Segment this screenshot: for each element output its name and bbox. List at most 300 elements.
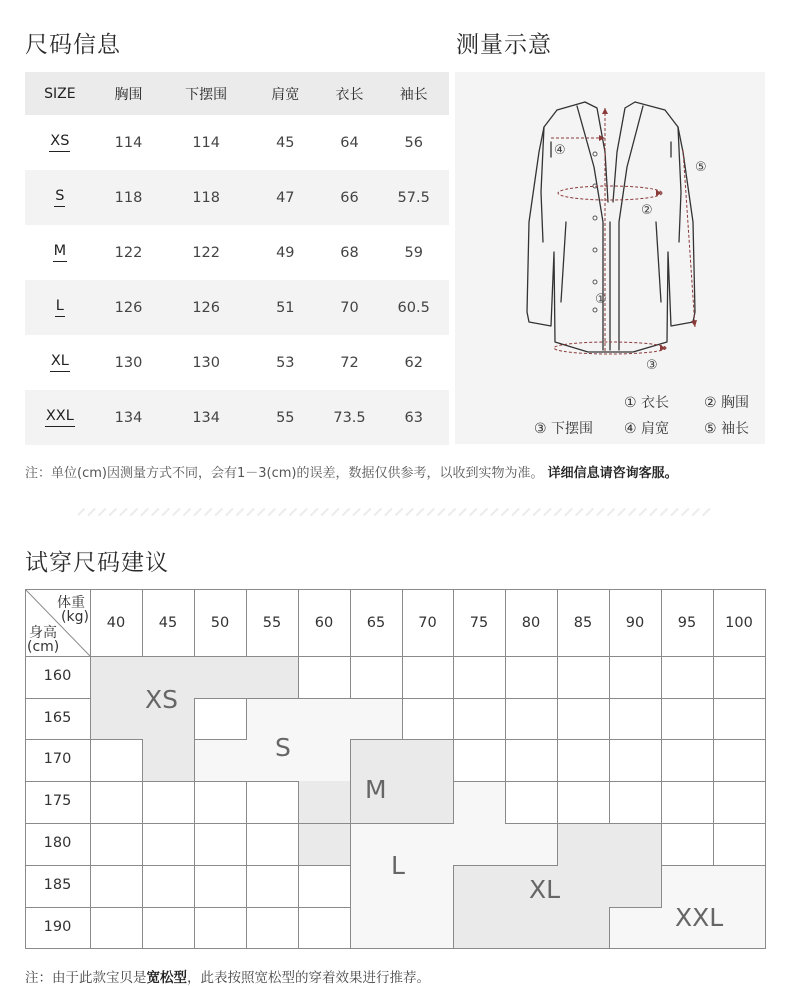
cell-sleeve: 60.5	[397, 299, 430, 316]
grid-line	[402, 589, 454, 590]
grid-line	[246, 907, 247, 949]
weight-header: 90	[625, 615, 645, 631]
grid-line	[90, 739, 143, 740]
grid-line	[25, 698, 91, 699]
fit-grid	[25, 589, 765, 948]
grid-line	[505, 656, 558, 657]
grid-line	[609, 698, 662, 699]
grid-line	[350, 823, 403, 824]
grid-line	[298, 907, 299, 949]
fit-title: 试穿尺码建议	[25, 550, 169, 576]
cell-shoulder: 51	[276, 299, 295, 316]
grid-line	[350, 739, 351, 782]
legend-sleeve: ⑤ 袖长	[704, 421, 750, 437]
grid-line	[505, 781, 506, 824]
cell-length: 72	[340, 354, 359, 371]
grid-line	[557, 656, 558, 699]
size-note-contact: 详细信息请咨询客服。	[547, 466, 678, 481]
grid-line	[90, 823, 143, 824]
grid-line	[350, 781, 351, 824]
grid-line	[557, 948, 610, 949]
weight-header: 55	[262, 615, 282, 631]
grid-line	[194, 907, 247, 908]
grid-line	[661, 656, 714, 657]
grid-line	[713, 589, 766, 590]
grid-line	[246, 781, 299, 782]
corner-weight-unit: (kg)	[61, 609, 89, 625]
weight-header: 70	[418, 615, 437, 631]
cell-shoulder: 49	[276, 244, 295, 261]
grid-line	[505, 739, 506, 782]
grid-line	[505, 823, 558, 824]
grid-line	[246, 589, 299, 590]
grid-line	[402, 823, 454, 824]
size-row-l	[25, 280, 449, 335]
grid-line	[505, 698, 506, 740]
header-hem: 下摆围	[185, 86, 228, 103]
grid-line	[194, 823, 247, 824]
header-length: 衣长	[335, 86, 364, 103]
grid-line	[298, 698, 351, 699]
grid-line	[90, 589, 143, 590]
grid-line	[609, 907, 662, 908]
header-sleeve: 袖长	[399, 86, 428, 103]
cell-hem: 114	[192, 134, 220, 151]
grid-line	[298, 656, 299, 699]
grid-line	[298, 823, 351, 824]
weight-header: 40	[106, 615, 126, 631]
size-label: XXL	[45, 408, 75, 427]
grid-line	[25, 907, 91, 908]
height-header: 175	[43, 793, 72, 809]
fit-zone-xs	[90, 698, 194, 739]
grid-line	[505, 781, 558, 782]
grid-line	[298, 823, 299, 866]
grid-line	[609, 907, 610, 949]
grid-line	[661, 948, 714, 949]
grid-line	[505, 698, 558, 699]
cell-shoulder: 47	[276, 189, 295, 206]
grid-line	[453, 865, 454, 908]
grid-line	[142, 823, 195, 824]
grid-line	[609, 823, 662, 824]
grid-line	[194, 865, 247, 866]
grid-line	[713, 656, 766, 657]
corner-weight-label: 体重	[57, 595, 85, 611]
marker-hem: ③	[646, 358, 658, 373]
grid-line	[713, 656, 714, 699]
size-table	[25, 72, 449, 445]
grid-line	[453, 781, 506, 782]
size-label: L	[55, 298, 65, 317]
grid-line	[194, 739, 195, 782]
weight-header: 50	[210, 615, 230, 631]
grid-line	[298, 865, 351, 866]
corner-height-label: 身高	[29, 625, 57, 641]
grid-line	[298, 948, 351, 949]
grid-line	[661, 865, 714, 866]
grid-line	[194, 823, 195, 866]
grid-line	[609, 698, 610, 740]
grid-line	[453, 589, 506, 590]
grid-line	[350, 656, 403, 657]
marker-chest: ②	[641, 203, 653, 218]
size-note	[25, 462, 678, 481]
grid-line	[609, 656, 662, 657]
marker-shoulder: ④	[554, 143, 566, 158]
fit-zone-label-xs: XS	[145, 685, 178, 714]
grid-line	[453, 948, 506, 949]
grid-line	[90, 948, 143, 949]
measure-title: 测量示意	[456, 32, 552, 58]
grid-line	[661, 823, 662, 866]
grid-line	[298, 865, 299, 908]
cell-chest: 114	[114, 134, 143, 151]
size-note-text: 注：单位(cm)因测量方式不同，会有1－3(cm)的误差，数据仅供参考，以收到实物为准。	[25, 466, 544, 481]
grid-line	[350, 589, 403, 590]
grid-line	[90, 865, 143, 866]
cell-hem: 118	[192, 189, 220, 206]
grid-line	[453, 698, 506, 699]
grid-line	[350, 948, 403, 949]
grid-line	[713, 865, 766, 866]
grid-line	[505, 739, 558, 740]
size-row-xs	[25, 115, 449, 170]
grid-line	[194, 781, 195, 824]
size-row-xl	[25, 335, 449, 390]
grid-line	[557, 656, 610, 657]
cell-shoulder: 55	[276, 409, 295, 426]
grid-line	[142, 656, 195, 657]
grid-line	[765, 823, 766, 866]
height-header: 160	[43, 668, 72, 684]
grid-line	[765, 781, 766, 824]
grid-line	[350, 907, 351, 949]
grid-line	[194, 589, 247, 590]
grid-line	[765, 907, 766, 949]
header-shoulder: 肩宽	[271, 86, 300, 103]
grid-line	[453, 698, 454, 740]
grid-line	[765, 739, 766, 782]
weight-header: 45	[158, 615, 178, 631]
grid-line	[246, 781, 247, 824]
grid-line	[661, 698, 714, 699]
size-row-s	[25, 170, 449, 225]
fit-zone-xl	[453, 907, 609, 948]
size-label: S	[54, 188, 65, 207]
grid-line	[402, 739, 454, 740]
cell-chest: 122	[114, 244, 143, 261]
fit-zone-label-xxl: XXL	[675, 903, 724, 932]
grid-line	[661, 781, 662, 824]
cell-length: 66	[340, 189, 359, 206]
grid-line	[194, 698, 195, 740]
grid-line	[350, 656, 351, 699]
grid-line	[765, 865, 766, 908]
grid-line	[609, 781, 610, 824]
grid-line	[142, 865, 143, 908]
cell-chest: 130	[114, 354, 143, 371]
grid-line	[505, 948, 558, 949]
grid-line	[713, 698, 714, 740]
legend-hem: ③ 下摆围	[534, 421, 594, 437]
grid-line	[713, 739, 714, 782]
fit-zone-l	[350, 907, 453, 948]
size-row-m	[25, 225, 449, 280]
grid-line	[661, 739, 662, 782]
grid-line	[557, 698, 558, 740]
grid-line	[609, 739, 662, 740]
grid-line	[505, 589, 558, 590]
cell-length: 73.5	[333, 409, 366, 426]
grid-line	[609, 656, 610, 699]
grid-line	[661, 656, 662, 699]
size-label: XL	[50, 353, 70, 372]
grid-line	[90, 781, 143, 782]
grid-line	[661, 589, 714, 590]
fit-note-prefix: 注：由于此款宝贝是	[25, 970, 147, 986]
size-table-header	[25, 72, 449, 115]
cell-chest: 134	[114, 409, 143, 426]
cell-sleeve: 63	[404, 409, 423, 426]
marker-sleeve: ⑤	[695, 160, 707, 175]
grid-line	[557, 698, 610, 699]
size-row-xxl	[25, 390, 449, 445]
measure-diagram-panel	[455, 72, 765, 444]
marker-length: ①	[595, 292, 607, 307]
fit-zone-label-xl: XL	[529, 875, 561, 904]
grid-line	[90, 865, 91, 908]
grid-line	[609, 739, 610, 782]
grid-line	[453, 656, 506, 657]
fit-zone-xs	[90, 656, 298, 698]
fit-zone-xxl	[661, 865, 765, 907]
grid-line	[194, 948, 247, 949]
cell-size	[25, 298, 95, 317]
fit-zone-label-l: L	[391, 851, 405, 880]
grid-line	[765, 589, 766, 657]
legend-shoulder: ④ 肩宽	[624, 421, 670, 437]
grid-line	[661, 781, 714, 782]
grid-line	[713, 698, 766, 699]
grid-line	[557, 781, 558, 824]
grid-line	[142, 589, 195, 590]
grid-line	[453, 656, 454, 699]
grid-line	[402, 698, 403, 740]
header-size: SIZE	[44, 85, 76, 102]
grid-line	[350, 823, 351, 866]
grid-line	[402, 948, 454, 949]
grid-line	[402, 698, 454, 699]
cell-chest: 126	[114, 299, 143, 316]
grid-line	[25, 739, 91, 740]
size-label: XS	[49, 133, 70, 152]
grid-line	[298, 656, 351, 657]
cardigan-diagram	[455, 72, 765, 444]
cell-size	[25, 188, 95, 207]
grid-line	[246, 948, 299, 949]
cell-sleeve: 62	[404, 354, 423, 371]
grid-line	[713, 823, 766, 824]
fit-zone-l	[350, 823, 557, 865]
weight-header: 65	[366, 615, 386, 631]
grid-line	[142, 781, 195, 782]
grid-line	[713, 948, 766, 949]
header-chest: 胸围	[114, 86, 143, 103]
legend-length: ① 衣长	[624, 395, 670, 411]
grid-line	[142, 907, 143, 949]
grid-line	[453, 739, 506, 740]
cell-chest: 118	[114, 189, 143, 206]
grid-line	[609, 948, 662, 949]
grid-line	[453, 781, 454, 824]
grid-line	[453, 865, 506, 866]
grid-line	[142, 781, 143, 824]
grid-line	[505, 656, 506, 699]
fit-note-bold: 宽松型	[146, 970, 187, 986]
cell-size	[25, 243, 95, 262]
grid-line	[194, 698, 247, 699]
grid-line	[350, 698, 403, 699]
fit-zone-s	[194, 739, 350, 781]
grid-line	[25, 948, 91, 949]
fit-zone-m	[298, 823, 350, 865]
grid-line	[661, 865, 662, 908]
grid-line	[142, 907, 195, 908]
grid-line	[765, 656, 766, 699]
grid-line	[194, 865, 195, 908]
grid-line	[246, 865, 247, 908]
grid-line	[25, 781, 91, 782]
legend-chest: ② 胸围	[704, 395, 750, 411]
grid-line	[557, 823, 610, 824]
grid-line	[90, 823, 91, 866]
grid-line	[713, 781, 766, 782]
grid-line	[557, 781, 610, 782]
size-info-title: 尺码信息	[25, 32, 121, 58]
corner-height-unit: (cm)	[27, 639, 60, 655]
height-header: 180	[43, 835, 72, 851]
cell-length: 70	[340, 299, 359, 316]
grid-line	[25, 865, 91, 866]
grid-line	[194, 781, 247, 782]
grid-line	[557, 589, 610, 590]
cell-shoulder: 45	[276, 134, 295, 151]
cell-sleeve: 57.5	[397, 189, 430, 206]
weight-header: 95	[677, 615, 697, 631]
grid-line	[402, 656, 454, 657]
height-header: 185	[43, 877, 72, 893]
fit-zone-s	[246, 698, 402, 739]
grid-line	[246, 907, 299, 908]
fit-zone-l	[453, 781, 505, 823]
grid-line	[142, 948, 195, 949]
grid-line	[246, 656, 299, 657]
grid-line	[90, 739, 91, 782]
grid-line	[765, 698, 766, 740]
grid-line	[90, 781, 91, 824]
cell-size	[25, 408, 95, 427]
cell-size	[25, 133, 95, 152]
grid-line	[90, 656, 143, 657]
grid-line	[194, 739, 247, 740]
grid-line	[246, 698, 247, 740]
grid-line	[402, 656, 403, 699]
grid-line	[90, 907, 143, 908]
grid-line	[194, 907, 195, 949]
grid-line	[142, 739, 143, 782]
grid-line	[25, 656, 91, 657]
grid-line	[453, 739, 454, 782]
grid-line	[142, 823, 143, 866]
grid-line	[25, 823, 91, 824]
grid-line	[661, 823, 714, 824]
height-header: 170	[43, 751, 72, 767]
cell-size	[25, 353, 95, 372]
section-divider	[78, 505, 718, 519]
cell-sleeve: 56	[404, 134, 423, 151]
grid-line	[713, 739, 766, 740]
grid-line	[557, 739, 610, 740]
fit-zone-label-s: S	[275, 733, 291, 762]
fit-zone-xl	[557, 823, 661, 865]
cell-sleeve: 59	[404, 244, 423, 261]
grid-line	[298, 589, 351, 590]
grid-line	[713, 823, 714, 866]
cell-shoulder: 53	[276, 354, 295, 371]
size-label: M	[53, 243, 68, 262]
cell-length: 68	[340, 244, 359, 261]
grid-line	[90, 907, 91, 949]
grid-line	[505, 865, 558, 866]
grid-line	[194, 656, 247, 657]
cell-hem: 122	[192, 244, 220, 261]
grid-line	[453, 907, 454, 949]
fit-zone-label-m: M	[365, 775, 387, 804]
grid-line	[713, 781, 714, 824]
cell-hem: 130	[192, 354, 220, 371]
grid-line	[350, 739, 403, 740]
fit-zone-xs	[142, 739, 194, 781]
grid-line	[246, 823, 247, 866]
grid-line	[557, 739, 558, 782]
weight-header: 100	[725, 615, 753, 631]
grid-line	[609, 589, 662, 590]
grid-line	[298, 907, 351, 908]
grid-line	[246, 865, 299, 866]
height-header: 165	[43, 709, 72, 726]
grid-line	[90, 656, 91, 699]
fit-note-suffix: ，此表按照宽松型的穿着效果进行推荐。	[187, 970, 430, 986]
weight-header: 60	[314, 615, 334, 631]
grid-line	[350, 865, 351, 908]
grid-line	[246, 823, 299, 824]
weight-header: 80	[521, 615, 541, 631]
grid-line	[557, 823, 558, 866]
cell-hem: 134	[192, 409, 220, 426]
grid-line	[90, 698, 91, 740]
height-header: 190	[43, 918, 72, 935]
weight-header: 75	[469, 615, 489, 631]
fit-note	[25, 966, 430, 986]
grid-line	[661, 698, 662, 740]
cell-hem: 126	[192, 299, 220, 316]
grid-line	[142, 865, 195, 866]
grid-line	[609, 781, 662, 782]
grid-line	[246, 698, 299, 699]
weight-header: 85	[573, 615, 593, 631]
cell-length: 64	[340, 134, 359, 151]
